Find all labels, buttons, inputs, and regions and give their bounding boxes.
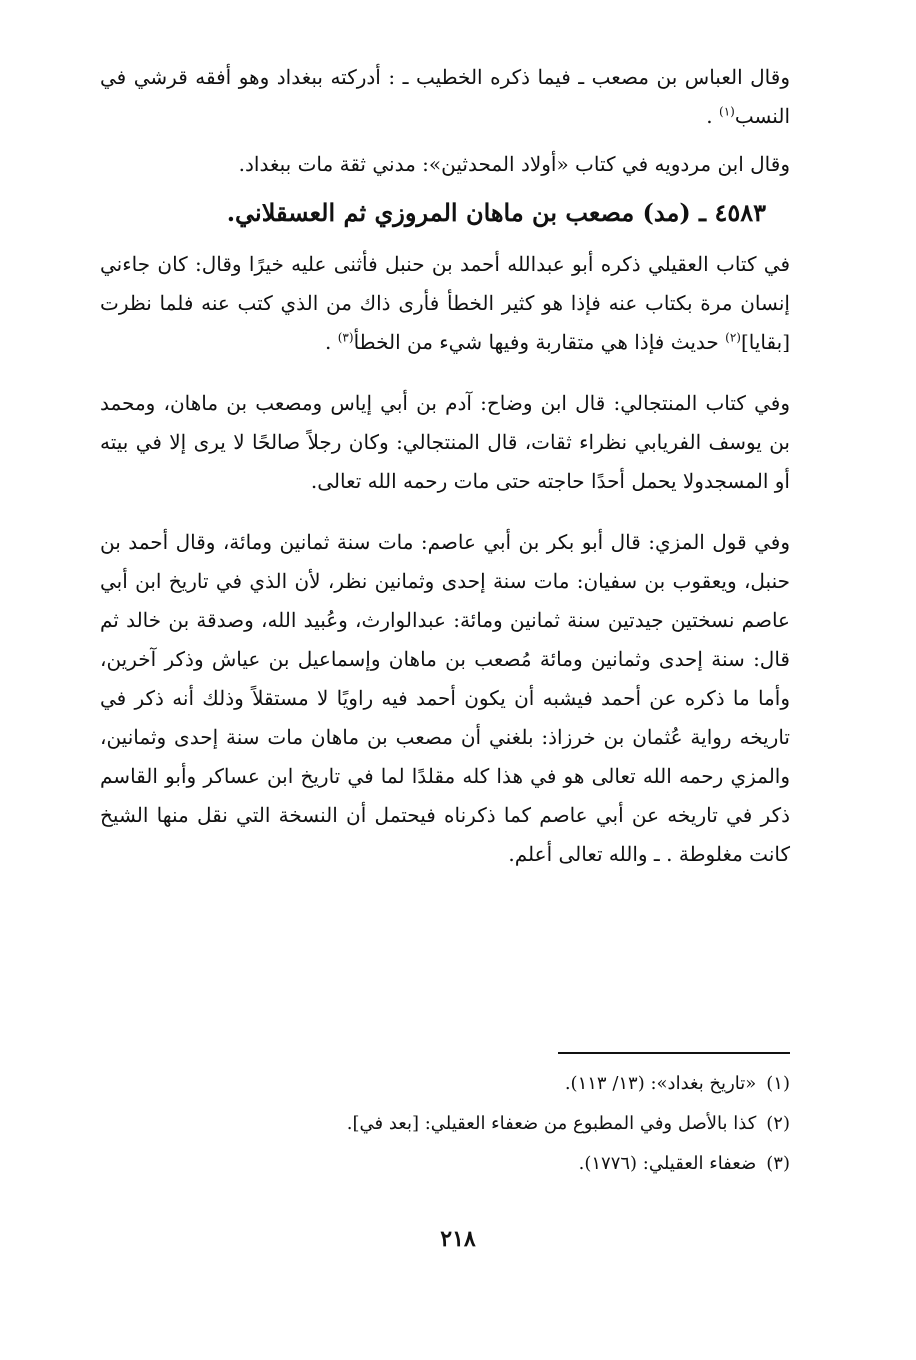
paragraph-tail: . xyxy=(325,330,338,354)
paragraph-mizzi: وفي قول المزي: قال أبو بكر بن أبي عاصم: مات سنة ثمانين ومائة، وقال أحمد بن حنبل، ويعقوب بن سفيان: مات سنة إحدى وثمانين نظر، لأن الذي في تاريخ ابن أبي عاصم نسختين جيدتين سنة ثمانين ومائة: عبدالوارث، وعُبيد الله، وصدقة بن خالد ثم قال: سنة إحدى وثمانين ومائة مُصعب بن ماهان وإسماعيل بن عياش وذكر آخرين، وأما ما ذكره عن أحمد فيشبه أن يكون أحمد فيه راويًا لا مستقلاً وذلك أنه ذكر في تاريخه رواية عُثمان بن خرزاذ: بلغني أن مصعب بن ماهان مات سنة إحدى وثمانين، والمزي رحمه الله تعالى هو في هذا كله مقلدًا لما في تاريخ ابن عساكر وأبو القاسم ذكر في تاريخه عن أبي عاصم كما ذكرناه فيحتمل أن النسخة التي نقل منها الشيخ كانت مغلوطة . ـ والله تعالى أعلم. xyxy=(100,530,790,866)
paragraph-text: في كتاب العقيلي ذكره أبو عبدالله أحمد بن حنبل فأثنى عليه خيرًا وقال: كان جاءني إنسان مرة بكتاب عنه فإذا هو كثير الخطأ فأرى ذاك من الذي كتب عنه فلما نظرت [بقايا] xyxy=(100,252,790,354)
footnote-text: «تاريخ بغداد»: (١٣/ ١١٣). xyxy=(564,1073,757,1094)
footnotes xyxy=(100,1066,790,1186)
footnote-number: (٢) xyxy=(766,1113,790,1134)
paragraph-uqayli xyxy=(100,245,790,362)
paragraph-text: حديث فإذا هي متقاربة وفيها شيء من الخطأ xyxy=(353,330,726,354)
paragraph-muntajali: وفي كتاب المنتجالي: قال ابن وضاح: آدم بن أبي إياس ومصعب بن ماهان، ومحمد بن يوسف الفريابي نظراء ثقات، قال المنتجالي: وكان رجلاً صالحًا لا يرى إلا في بيته أو المسجدولا يحمل أحدًا حاجته حتى مات رحمه الله تعالى. xyxy=(100,391,790,493)
footnote-item xyxy=(100,1106,790,1142)
footnote-item xyxy=(100,1066,790,1102)
paragraph-text: وقال العباس بن مصعب ـ فيما ذكره الخطيب ـ : أدركته ببغداد وهو أفقه قرشي في النسب xyxy=(100,65,790,128)
paragraph-text: وقال ابن مردويه في كتاب «أولاد المحدثين»: مدني ثقة مات ببغداد. xyxy=(238,152,790,176)
footnote-text: كذا بالأصل وفي المطبوع من ضعفاء العقيلي: [بعد في]. xyxy=(346,1113,757,1134)
page-number: ٢١٨ xyxy=(440,1226,476,1252)
footnote-ref[interactable]: (٣) xyxy=(337,330,354,345)
paragraph-tail: . xyxy=(706,104,719,128)
entry-heading: ٤٥٨٣ ـ (مد) مصعب بن ماهان المروزي ثم العسقلاني. xyxy=(226,198,766,227)
footnote-divider xyxy=(558,1052,790,1054)
footnote-ref[interactable]: (١) xyxy=(719,104,735,119)
paragraph-ibn-mardawayh xyxy=(100,145,790,184)
footnote-ref[interactable]: (٢) xyxy=(725,330,741,345)
paragraph-abbas xyxy=(100,58,790,136)
footnote-item xyxy=(100,1146,790,1182)
footnote-number: (٣) xyxy=(766,1153,790,1174)
main-text xyxy=(100,58,790,883)
footnote-number: (١) xyxy=(766,1073,790,1094)
footnote-text: ضعفاء العقيلي: (١٧٧٦). xyxy=(578,1153,757,1174)
